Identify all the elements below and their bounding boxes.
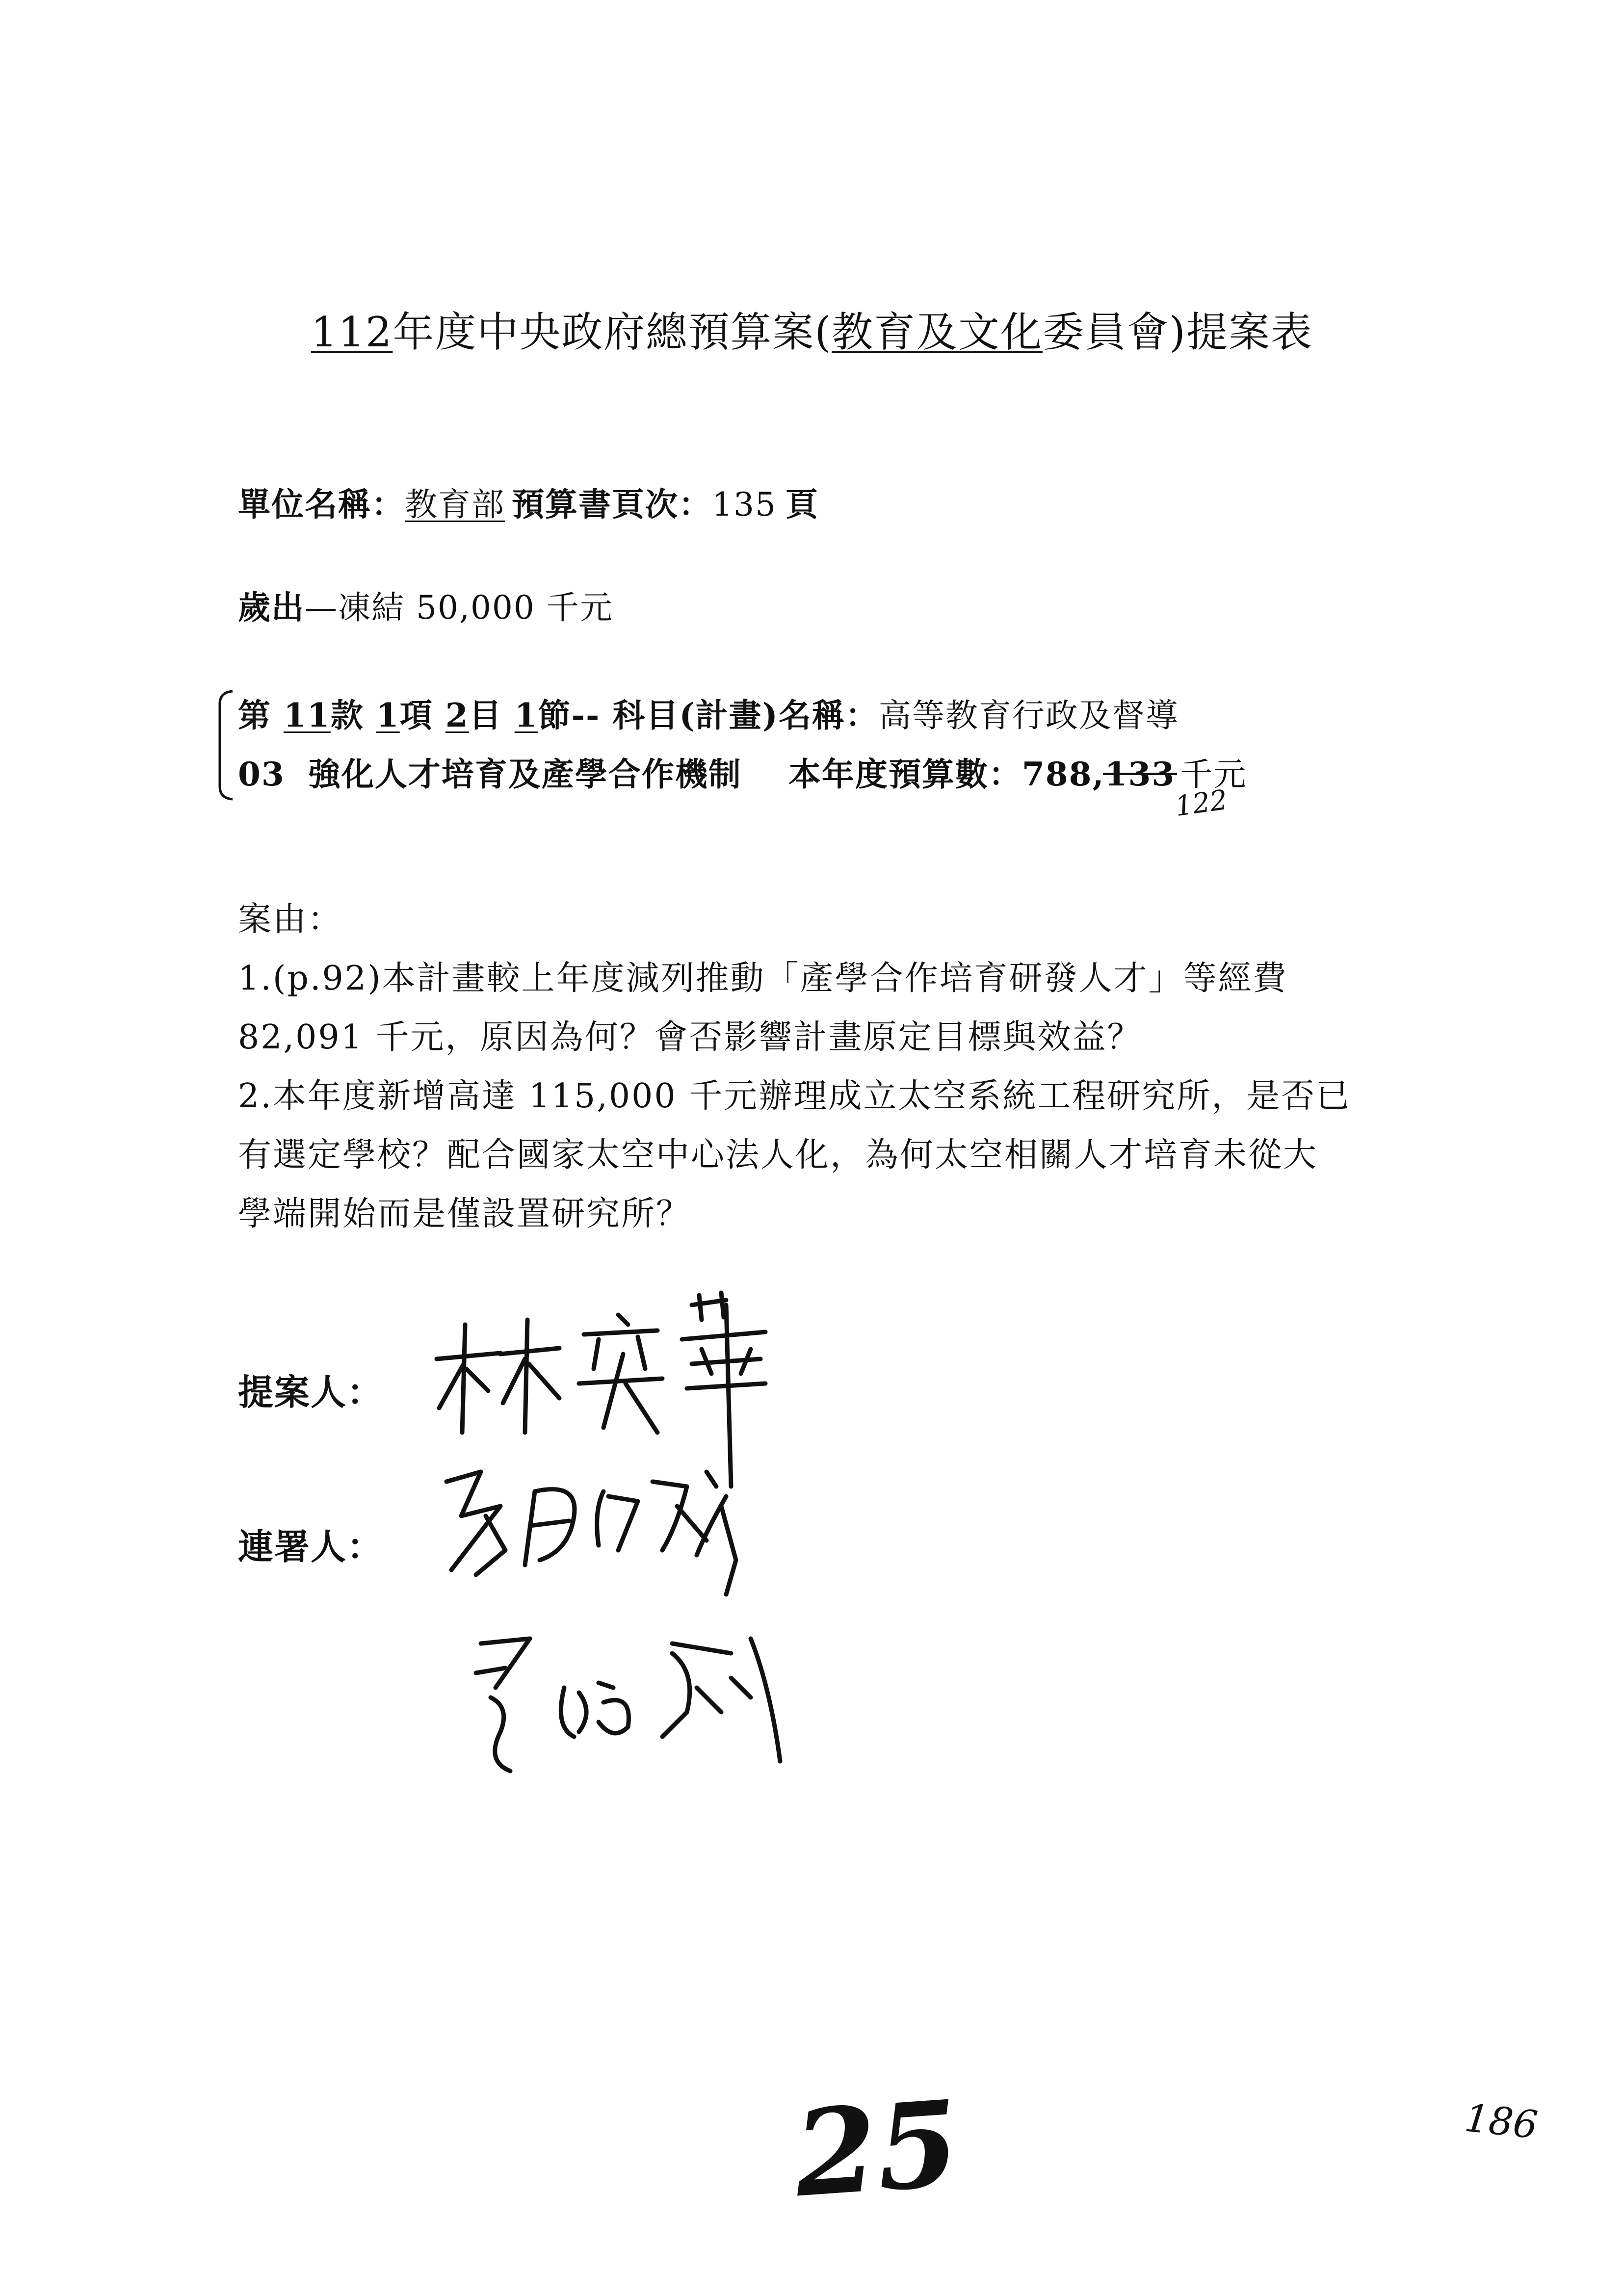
item-line-1 [238, 689, 1179, 736]
subject-label: 科目(計畫)名稱： [612, 696, 879, 734]
item-di: 第 [238, 696, 271, 734]
title-part1: 年度中央政府總預算案( [393, 308, 832, 356]
corner-number: 186 [1462, 2096, 1540, 2148]
unit-name: 教育部 [405, 486, 505, 523]
item-jie: 1 [514, 696, 538, 734]
unit-line [238, 478, 819, 525]
item-dash: -- [571, 696, 601, 734]
proposer-label: 提案人： [238, 1371, 384, 1413]
title-committee: 教育及文化 [832, 308, 1043, 356]
page-suffix: 頁 [785, 485, 819, 523]
plan-code: 03 [238, 755, 285, 793]
case-line-1: 1.(p.92)本計畫較上年度減列推動「產學合作培育研發人才」等經費 [238, 959, 1288, 998]
item-mu: 2 [445, 696, 469, 734]
expenditure-label: 歲出 [238, 588, 305, 626]
item-bracket [216, 689, 236, 802]
expenditure-text: —凍結 50,000 千元 [305, 589, 613, 626]
budget-prefix: 788, [1022, 755, 1105, 793]
case-label: 案由： [238, 900, 343, 939]
budget-label: 本年度預算數： [788, 755, 1022, 793]
item-kuan: 11 [283, 696, 331, 734]
case-line-5: 學端開始而是僅設置研究所？ [238, 1195, 691, 1233]
page-value: 135 [712, 486, 777, 523]
item-xiang-label: 項 [399, 696, 433, 734]
page-number: 25 [790, 2074, 964, 2224]
page-label: 預算書頁次： [512, 485, 712, 523]
cosigner-label: 連署人： [238, 1526, 384, 1567]
item-line-2 [238, 748, 1247, 795]
case-line-4: 有選定學校？配合國家太空中心法人化，為何太空相關人才培育未從大 [238, 1136, 1318, 1174]
form-title [0, 299, 1624, 359]
cosigner-signature-2 [466, 1614, 839, 1776]
subject-name: 高等教育行政及督導 [878, 697, 1179, 734]
title-part2: 委員會)提案表 [1043, 308, 1313, 356]
budget-struck: 133 [1104, 755, 1176, 793]
cosigner-signature-1 [432, 1452, 805, 1599]
case-line-3: 2.本年度新增高達 115,000 千元辦理成立太空系統工程研究所，是否已 [238, 1077, 1351, 1116]
unit-label: 單位名稱： [238, 485, 405, 523]
budget-unit: 千元 [1180, 756, 1247, 793]
expenditure-line [238, 581, 613, 628]
item-kuan-label: 款 [330, 696, 364, 734]
budget-handwritten: 122 [1173, 783, 1230, 823]
item-mu-label: 目 [469, 696, 502, 734]
item-jie-label: 節 [538, 696, 572, 734]
item-xiang: 1 [376, 696, 400, 734]
title-year: 112 [311, 308, 393, 356]
plan-name: 強化人才培育及產學合作機制 [308, 755, 742, 793]
case-line-2: 82,091 千元，原因為何？會否影響計畫原定目標與效益？ [238, 1018, 1142, 1057]
